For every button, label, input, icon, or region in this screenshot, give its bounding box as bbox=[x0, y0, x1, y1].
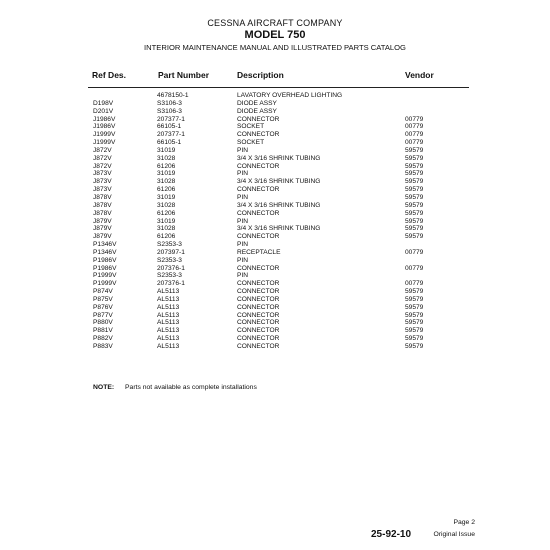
header-divider bbox=[88, 87, 469, 88]
part-number-cell: 31019 bbox=[157, 193, 176, 201]
table-row bbox=[0, 123, 550, 131]
part-number-cell: 207376-1 bbox=[157, 280, 185, 288]
description-cell: SOCKET bbox=[237, 139, 265, 147]
part-number-cell: 207376-1 bbox=[157, 264, 185, 272]
description-cell: PIN bbox=[237, 146, 248, 154]
part-number-cell: 61206 bbox=[157, 186, 176, 194]
note bbox=[93, 384, 257, 391]
part-number-cell: 31019 bbox=[157, 170, 176, 178]
vendor-cell: 59579 bbox=[405, 217, 424, 225]
ref-des-cell: J879V bbox=[93, 217, 112, 225]
part-number-cell: 4678150-1 bbox=[157, 92, 189, 99]
ref-des-cell: J879V bbox=[93, 225, 112, 233]
ref-des-cell: J1986V bbox=[93, 123, 116, 131]
part-number-cell: AL5113 bbox=[157, 319, 180, 327]
part-number-cell: 66105-1 bbox=[157, 139, 182, 147]
description-cell: PIN bbox=[237, 193, 248, 201]
description-cell: 3/4 X 3/16 SHRINK TUBING bbox=[237, 154, 321, 162]
table-row bbox=[0, 218, 550, 226]
table-row bbox=[0, 272, 550, 280]
description-cell: 3/4 X 3/16 SHRINK TUBING bbox=[237, 178, 321, 186]
description-cell: PIN bbox=[237, 272, 248, 280]
vendor-cell: 59579 bbox=[405, 319, 424, 327]
table-row bbox=[0, 92, 550, 100]
issue-status: Original Issue bbox=[433, 531, 475, 538]
part-number-cell: AL5113 bbox=[157, 327, 180, 335]
ref-des-cell: P881V bbox=[93, 327, 113, 335]
part-number-cell: S2353-3 bbox=[157, 256, 182, 264]
section-number: 25-92-10 bbox=[371, 529, 412, 540]
vendor-cell: 59579 bbox=[405, 303, 424, 311]
table-row bbox=[0, 116, 550, 124]
ref-des-cell: J873V bbox=[93, 170, 112, 178]
part-number-cell: 61206 bbox=[157, 233, 176, 241]
vendor-cell: 59579 bbox=[405, 295, 424, 303]
ref-des-cell: P874V bbox=[93, 288, 113, 296]
part-number-cell: 207397-1 bbox=[157, 248, 185, 256]
vendor-cell: 59579 bbox=[405, 146, 424, 154]
description-cell: 3/4 X 3/16 SHRINK TUBING bbox=[237, 201, 321, 209]
ref-des-cell: P876V bbox=[93, 303, 113, 311]
parts-table-body bbox=[0, 92, 550, 351]
ref-des-cell: J1999V bbox=[93, 131, 116, 139]
part-number-cell: 31028 bbox=[157, 154, 176, 162]
ref-des-cell: D198V bbox=[93, 99, 114, 107]
table-row bbox=[0, 210, 550, 218]
ref-des-cell: P1999V bbox=[93, 280, 117, 288]
table-row bbox=[0, 319, 550, 327]
vendor-cell: 59579 bbox=[405, 233, 424, 241]
table-row bbox=[0, 131, 550, 139]
ref-des-cell: P1346V bbox=[93, 241, 117, 249]
page-footer bbox=[370, 519, 480, 543]
table-row bbox=[0, 343, 550, 351]
table-row bbox=[0, 312, 550, 320]
table-row bbox=[0, 147, 550, 155]
part-number-cell: AL5113 bbox=[157, 295, 180, 303]
part-number-cell: 31028 bbox=[157, 201, 176, 209]
vendor-cell: 59579 bbox=[405, 178, 424, 186]
part-number-cell: 207377-1 bbox=[157, 131, 185, 139]
part-number-cell: AL5113 bbox=[157, 335, 180, 343]
ref-des-cell: J879V bbox=[93, 233, 112, 241]
part-number-cell: 31019 bbox=[157, 217, 176, 225]
table-row bbox=[0, 257, 550, 265]
description-cell: CONNECTOR bbox=[237, 335, 280, 343]
vendor-cell: 00779 bbox=[405, 280, 424, 288]
ref-des-cell: J878V bbox=[93, 209, 112, 217]
table-row bbox=[0, 163, 550, 171]
description-cell: CONNECTOR bbox=[237, 327, 280, 335]
part-number-cell: 31028 bbox=[157, 225, 176, 233]
description-cell: CONNECTOR bbox=[237, 343, 280, 350]
vendor-cell: 59579 bbox=[405, 201, 424, 209]
description-cell: DIODE ASSY bbox=[237, 107, 277, 115]
description-cell: SOCKET bbox=[237, 123, 265, 131]
description-cell: 3/4 X 3/16 SHRINK TUBING bbox=[237, 225, 321, 233]
column-header-part-number: Part Number bbox=[158, 70, 210, 80]
table-row bbox=[0, 186, 550, 194]
part-number-cell: AL5113 bbox=[157, 288, 180, 296]
description-cell: CONNECTOR bbox=[237, 295, 280, 303]
vendor-cell: 00779 bbox=[405, 264, 424, 272]
description-cell: CONNECTOR bbox=[237, 162, 280, 170]
table-row bbox=[0, 327, 550, 335]
ref-des-cell: P883V bbox=[93, 343, 113, 350]
ref-des-cell: P1986V bbox=[93, 256, 117, 264]
table-row bbox=[0, 241, 550, 249]
ref-des-cell: J872V bbox=[93, 162, 112, 170]
description-cell: CONNECTOR bbox=[237, 264, 280, 272]
part-number-cell: 66105-1 bbox=[157, 123, 182, 131]
table-row bbox=[0, 170, 550, 178]
table-row bbox=[0, 225, 550, 233]
description-cell: CONNECTOR bbox=[237, 303, 280, 311]
part-number-cell: 31028 bbox=[157, 178, 176, 186]
description-cell: PIN bbox=[237, 170, 248, 178]
vendor-cell: 00779 bbox=[405, 131, 424, 139]
note-label: NOTE: bbox=[93, 384, 115, 391]
column-header-vendor: Vendor bbox=[405, 70, 434, 80]
ref-des-cell: J873V bbox=[93, 186, 112, 194]
vendor-cell: 00779 bbox=[405, 115, 424, 123]
description-cell: CONNECTOR bbox=[237, 280, 280, 288]
table-row bbox=[0, 288, 550, 296]
ref-des-cell: J878V bbox=[93, 193, 112, 201]
vendor-cell: 00779 bbox=[405, 139, 424, 147]
part-number-cell: AL5113 bbox=[157, 343, 180, 350]
table-row bbox=[0, 155, 550, 163]
vendor-cell: 59579 bbox=[405, 162, 424, 170]
ref-des-cell: P880V bbox=[93, 319, 113, 327]
column-header-ref-des: Ref Des. bbox=[92, 70, 127, 80]
vendor-cell: 59579 bbox=[405, 335, 424, 343]
vendor-cell: 00779 bbox=[405, 248, 424, 256]
table-row bbox=[0, 233, 550, 241]
description-cell: CONNECTOR bbox=[237, 311, 280, 319]
table-row bbox=[0, 194, 550, 202]
part-number-cell: 207377-1 bbox=[157, 115, 185, 123]
ref-des-cell: P1999V bbox=[93, 272, 117, 280]
part-number-cell: S2353-3 bbox=[157, 272, 182, 280]
part-number-cell: 31019 bbox=[157, 146, 176, 154]
ref-des-cell: P1346V bbox=[93, 248, 117, 256]
part-number-cell: AL5113 bbox=[157, 303, 180, 311]
description-cell: CONNECTOR bbox=[237, 233, 280, 241]
description-cell: PIN bbox=[237, 217, 248, 225]
vendor-cell: 59579 bbox=[405, 154, 424, 162]
ref-des-cell: P882V bbox=[93, 335, 113, 343]
table-header bbox=[92, 70, 468, 81]
company-name: CESSNA AIRCRAFT COMPANY bbox=[207, 18, 343, 28]
ref-des-cell: P877V bbox=[93, 311, 113, 319]
part-number-cell: AL5113 bbox=[157, 311, 180, 319]
ref-des-cell: J1986V bbox=[93, 115, 116, 123]
part-number-cell: 61206 bbox=[157, 162, 176, 170]
description-cell: RECEPTACLE bbox=[237, 248, 281, 256]
model-title: MODEL 750 bbox=[244, 29, 306, 41]
vendor-cell: 59579 bbox=[405, 193, 424, 201]
ref-des-cell: J878V bbox=[93, 201, 112, 209]
description-cell: CONNECTOR bbox=[237, 209, 280, 217]
table-row bbox=[0, 139, 550, 147]
part-number-cell: 61206 bbox=[157, 209, 176, 217]
vendor-cell: 59579 bbox=[405, 288, 424, 296]
description-cell: PIN bbox=[237, 241, 248, 249]
table-row bbox=[0, 304, 550, 312]
description-cell: DIODE ASSY bbox=[237, 99, 277, 107]
table-row bbox=[0, 108, 550, 116]
part-number-cell: S3106-3 bbox=[157, 107, 182, 115]
table-row bbox=[0, 265, 550, 273]
ref-des-cell: J872V bbox=[93, 154, 112, 162]
vendor-cell: 00779 bbox=[405, 123, 424, 131]
table-row bbox=[0, 280, 550, 288]
ref-des-cell: J1999V bbox=[93, 139, 116, 147]
ref-des-cell: P1986V bbox=[93, 264, 117, 272]
table-row bbox=[0, 249, 550, 257]
vendor-cell: 59579 bbox=[405, 170, 424, 178]
vendor-cell: 59579 bbox=[405, 209, 424, 217]
document-header bbox=[0, 18, 550, 53]
ref-des-cell: J872V bbox=[93, 146, 112, 154]
description-cell: CONNECTOR bbox=[237, 288, 280, 296]
ref-des-cell: P875V bbox=[93, 295, 113, 303]
manual-subtitle: INTERIOR MAINTENANCE MANUAL AND ILLUSTRATED PARTS CATALOG bbox=[144, 43, 406, 52]
ref-des-cell: D201V bbox=[93, 107, 114, 115]
part-number-cell: S2353-3 bbox=[157, 241, 182, 249]
table-row bbox=[0, 100, 550, 108]
table-row bbox=[0, 202, 550, 210]
ref-des-cell: J873V bbox=[93, 178, 112, 186]
vendor-cell: 59579 bbox=[405, 327, 424, 335]
vendor-cell: 59579 bbox=[405, 225, 424, 233]
part-number-cell: S3106-3 bbox=[157, 99, 182, 107]
description-cell: CONNECTOR bbox=[237, 131, 280, 139]
description-cell: CONNECTOR bbox=[237, 186, 280, 194]
vendor-cell: 59579 bbox=[405, 311, 424, 319]
description-cell: LAVATORY OVERHEAD LIGHTING bbox=[237, 92, 343, 99]
table-row bbox=[0, 296, 550, 304]
description-cell: CONNECTOR bbox=[237, 115, 280, 123]
note-text: Parts not available as complete installations bbox=[125, 384, 257, 391]
vendor-cell: 59579 bbox=[405, 186, 424, 194]
description-cell: PIN bbox=[237, 256, 248, 264]
table-row bbox=[0, 178, 550, 186]
table-row bbox=[0, 335, 550, 343]
description-cell: CONNECTOR bbox=[237, 319, 280, 327]
vendor-cell: 59579 bbox=[405, 343, 424, 350]
column-header-description: Description bbox=[237, 70, 284, 80]
page-number: Page 2 bbox=[453, 519, 475, 526]
